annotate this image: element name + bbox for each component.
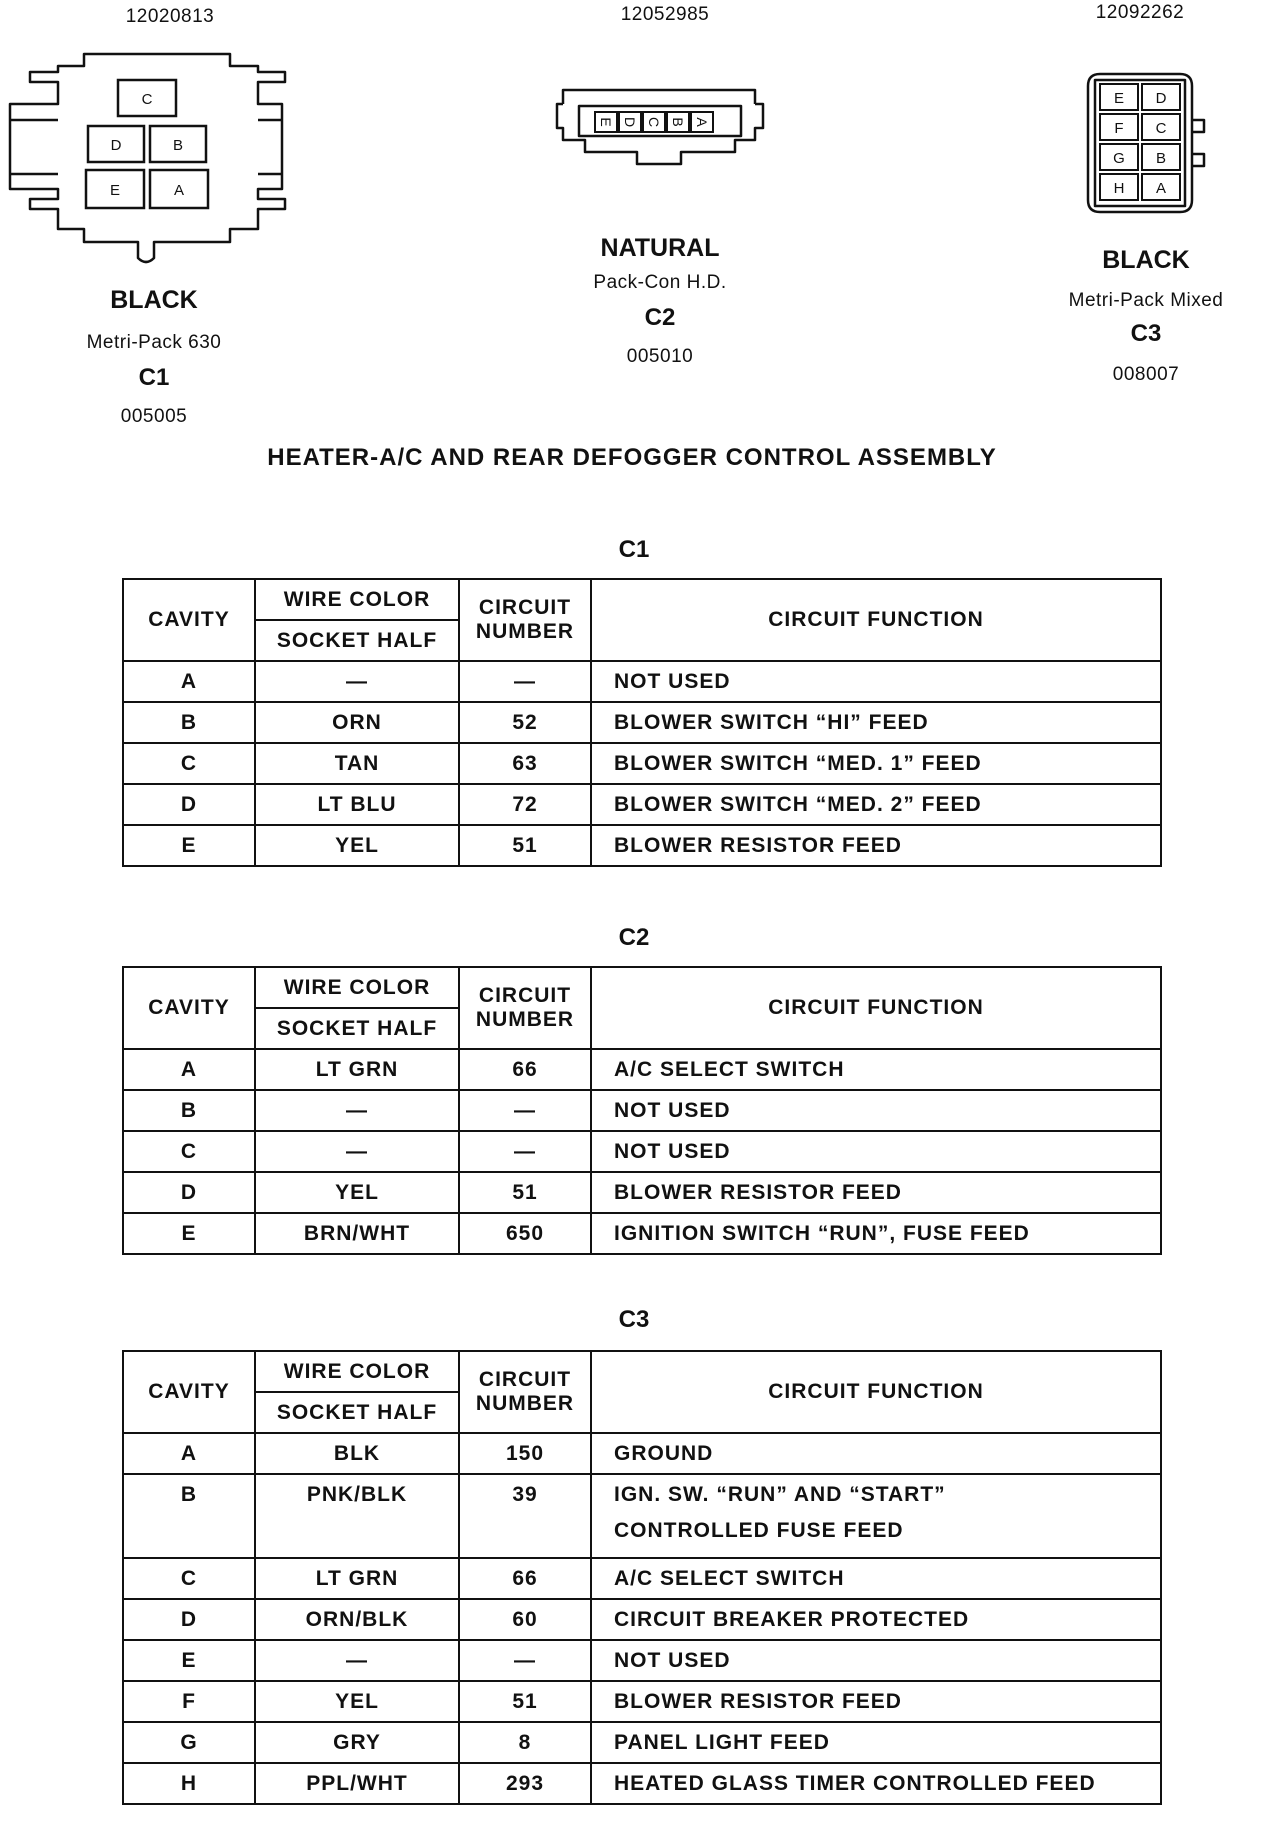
c3-cavity-label: H [1113, 180, 1125, 197]
circuit-function-cell: HEATED GLASS TIMER CONTROLLED FEED [591, 1763, 1161, 1804]
table-c3 [122, 1350, 1162, 1805]
cavity-cell: A [123, 1049, 255, 1090]
c1-cavity-label: B [172, 137, 184, 154]
header-wire-color: WIRE COLOR [255, 579, 459, 620]
c1-cavity-label: A [173, 182, 185, 199]
c1-cavity-label: E [109, 182, 121, 199]
c2-cavity-label: B [670, 117, 686, 127]
cavity-cell: B [123, 1474, 255, 1558]
wire-color-cell: BRN/WHT [255, 1213, 459, 1254]
circuit-function-cell: BLOWER SWITCH “HI” FEED [591, 702, 1161, 743]
circuit-number-cell: 39 [459, 1474, 591, 1558]
c3-color: BLACK [1102, 246, 1190, 274]
circuit-number-cell: 66 [459, 1558, 591, 1599]
table-row [123, 784, 1161, 825]
c3-cavity-label: A [1155, 180, 1167, 197]
circuit-number-cell: 51 [459, 1172, 591, 1213]
table-c1 [122, 578, 1162, 867]
header-wire-color: WIRE COLOR [255, 1351, 459, 1392]
circuit-function-cell: A/C SELECT SWITCH [591, 1049, 1161, 1090]
circuit-function-cell: NOT USED [591, 1640, 1161, 1681]
circuit-number-cell: 51 [459, 1681, 591, 1722]
wire-color-cell: LT GRN [255, 1049, 459, 1090]
wire-color-cell: YEL [255, 1172, 459, 1213]
c2-cavity-label: D [622, 116, 638, 128]
header-circuit-function: CIRCUIT FUNCTION [591, 1351, 1161, 1433]
cavity-cell: D [123, 1599, 255, 1640]
table-row [123, 1599, 1161, 1640]
wire-color-cell: — [255, 1131, 459, 1172]
wire-color-cell: ORN/BLK [255, 1599, 459, 1640]
cavity-cell: C [123, 1558, 255, 1599]
table-row [123, 743, 1161, 784]
header-circuit-function: CIRCUIT FUNCTION [591, 967, 1161, 1049]
wire-color-cell: — [255, 661, 459, 702]
circuit-function-cell: PANEL LIGHT FEED [591, 1722, 1161, 1763]
header-circuit-number: CIRCUIT NUMBER [459, 967, 591, 1049]
c3-cavity-label: D [1155, 90, 1167, 107]
c2-cavity-label: C [646, 116, 662, 128]
header-cavity: CAVITY [123, 1351, 255, 1433]
table-c3-title: C3 [618, 1306, 650, 1333]
c1-part-number: 12020813 [125, 6, 215, 27]
cavity-cell: E [123, 1640, 255, 1681]
table-row [123, 1558, 1161, 1599]
table-row [123, 1640, 1161, 1681]
header-cavity: CAVITY [123, 579, 255, 661]
circuit-number-cell: 150 [459, 1433, 591, 1474]
wire-color-cell: BLK [255, 1433, 459, 1474]
wire-color-cell: — [255, 1090, 459, 1131]
circuit-function-cell: BLOWER RESISTOR FEED [591, 825, 1161, 866]
circuit-function-cell: A/C SELECT SWITCH [591, 1558, 1161, 1599]
c1-id: C1 [138, 364, 170, 391]
c3-cavity-label: C [1155, 120, 1167, 137]
cavity-cell: B [123, 1090, 255, 1131]
cavity-cell: C [123, 1131, 255, 1172]
header-circuit-function: CIRCUIT FUNCTION [591, 579, 1161, 661]
circuit-function-cell: BLOWER SWITCH “MED. 1” FEED [591, 743, 1161, 784]
c2-id: C2 [644, 304, 676, 331]
c3-connector-diagram [1070, 70, 1220, 220]
wire-color-cell: LT BLU [255, 784, 459, 825]
table-row [123, 1474, 1161, 1558]
header-socket-half: SOCKET HALF [255, 1008, 459, 1049]
table-row [123, 661, 1161, 702]
circuit-function-cell: IGN. SW. “RUN” AND “START” CONTROLLED FUSE FEED [591, 1474, 1161, 1558]
circuit-number-cell: 63 [459, 743, 591, 784]
c3-cavity-label: E [1113, 90, 1125, 107]
cavity-cell: A [123, 661, 255, 702]
circuit-number-cell: — [459, 1640, 591, 1681]
table-c2 [122, 966, 1162, 1255]
table-row [123, 1763, 1161, 1804]
cavity-cell: E [123, 1213, 255, 1254]
circuit-number-cell: 8 [459, 1722, 591, 1763]
cavity-cell: G [123, 1722, 255, 1763]
cavity-cell: C [123, 743, 255, 784]
c1-color: BLACK [110, 286, 198, 314]
c1-series: Metri-Pack 630 [86, 332, 222, 353]
table-c1-title: C1 [618, 536, 650, 563]
table-row [123, 1433, 1161, 1474]
table-row [123, 702, 1161, 743]
c3-code: 008007 [1112, 364, 1180, 385]
circuit-function-cell: NOT USED [591, 1090, 1161, 1131]
wire-color-cell: YEL [255, 825, 459, 866]
c1-code: 005005 [120, 406, 188, 427]
c2-series: Pack-Con H.D. [593, 272, 727, 293]
circuit-function-cell: BLOWER SWITCH “MED. 2” FEED [591, 784, 1161, 825]
circuit-number-cell: 52 [459, 702, 591, 743]
c3-cavity-label: G [1113, 150, 1125, 167]
c2-cavity-label: E [598, 117, 614, 127]
circuit-number-cell: — [459, 1090, 591, 1131]
c3-part-number: 12092262 [1095, 2, 1185, 23]
table-c2-title: C2 [618, 924, 650, 951]
circuit-function-cell: BLOWER RESISTOR FEED [591, 1681, 1161, 1722]
cavity-cell: H [123, 1763, 255, 1804]
circuit-function-cell: GROUND [591, 1433, 1161, 1474]
cavity-cell: D [123, 1172, 255, 1213]
c3-cavity-label: B [1155, 150, 1167, 167]
wire-color-cell: TAN [255, 743, 459, 784]
cavity-cell: F [123, 1681, 255, 1722]
c3-cavity-label: F [1114, 120, 1124, 137]
cavity-cell: B [123, 702, 255, 743]
c2-code: 005010 [626, 346, 694, 367]
circuit-function-cell: CIRCUIT BREAKER PROTECTED [591, 1599, 1161, 1640]
wire-color-cell: — [255, 1640, 459, 1681]
circuit-number-cell: — [459, 661, 591, 702]
page-title: HEATER-A/C AND REAR DEFOGGER CONTROL ASSEMBLY [267, 444, 997, 471]
c3-series: Metri-Pack Mixed [1068, 290, 1224, 311]
c2-part-number: 12052985 [620, 4, 710, 25]
cavity-cell: A [123, 1433, 255, 1474]
wire-color-cell: ORN [255, 702, 459, 743]
c1-cavity-label: C [141, 91, 153, 108]
table-row [123, 1172, 1161, 1213]
header-cavity: CAVITY [123, 967, 255, 1049]
circuit-number-cell: 66 [459, 1049, 591, 1090]
circuit-function-cell: IGNITION SWITCH “RUN”, FUSE FEED [591, 1213, 1161, 1254]
wire-color-cell: PNK/BLK [255, 1474, 459, 1558]
circuit-function-cell: NOT USED [591, 661, 1161, 702]
header-socket-half: SOCKET HALF [255, 620, 459, 661]
wire-color-cell: LT GRN [255, 1558, 459, 1599]
circuit-function-cell: NOT USED [591, 1131, 1161, 1172]
table-row [123, 1131, 1161, 1172]
table-row [123, 1681, 1161, 1722]
c1-cavity-label: D [110, 137, 122, 154]
cavity-cell: E [123, 825, 255, 866]
cavity-cell: D [123, 784, 255, 825]
wire-color-cell: PPL/WHT [255, 1763, 459, 1804]
wire-color-cell: YEL [255, 1681, 459, 1722]
c2-color: NATURAL [600, 234, 720, 262]
circuit-function-cell: BLOWER RESISTOR FEED [591, 1172, 1161, 1213]
wire-color-cell: GRY [255, 1722, 459, 1763]
table-row [123, 825, 1161, 866]
header-wire-color: WIRE COLOR [255, 967, 459, 1008]
c3-id: C3 [1130, 320, 1162, 347]
circuit-number-cell: — [459, 1131, 591, 1172]
circuit-number-cell: 293 [459, 1763, 591, 1804]
table-row [123, 1090, 1161, 1131]
header-socket-half: SOCKET HALF [255, 1392, 459, 1433]
circuit-number-cell: 650 [459, 1213, 591, 1254]
circuit-number-cell: 72 [459, 784, 591, 825]
c1-connector-diagram [0, 44, 300, 274]
table-row [123, 1213, 1161, 1254]
c2-connector-diagram [555, 84, 765, 184]
table-row [123, 1722, 1161, 1763]
header-circuit-number: CIRCUIT NUMBER [459, 1351, 591, 1433]
circuit-number-cell: 51 [459, 825, 591, 866]
table-row [123, 1049, 1161, 1090]
circuit-number-cell: 60 [459, 1599, 591, 1640]
header-circuit-number: CIRCUIT NUMBER [459, 579, 591, 661]
c2-cavity-label: A [694, 117, 710, 127]
